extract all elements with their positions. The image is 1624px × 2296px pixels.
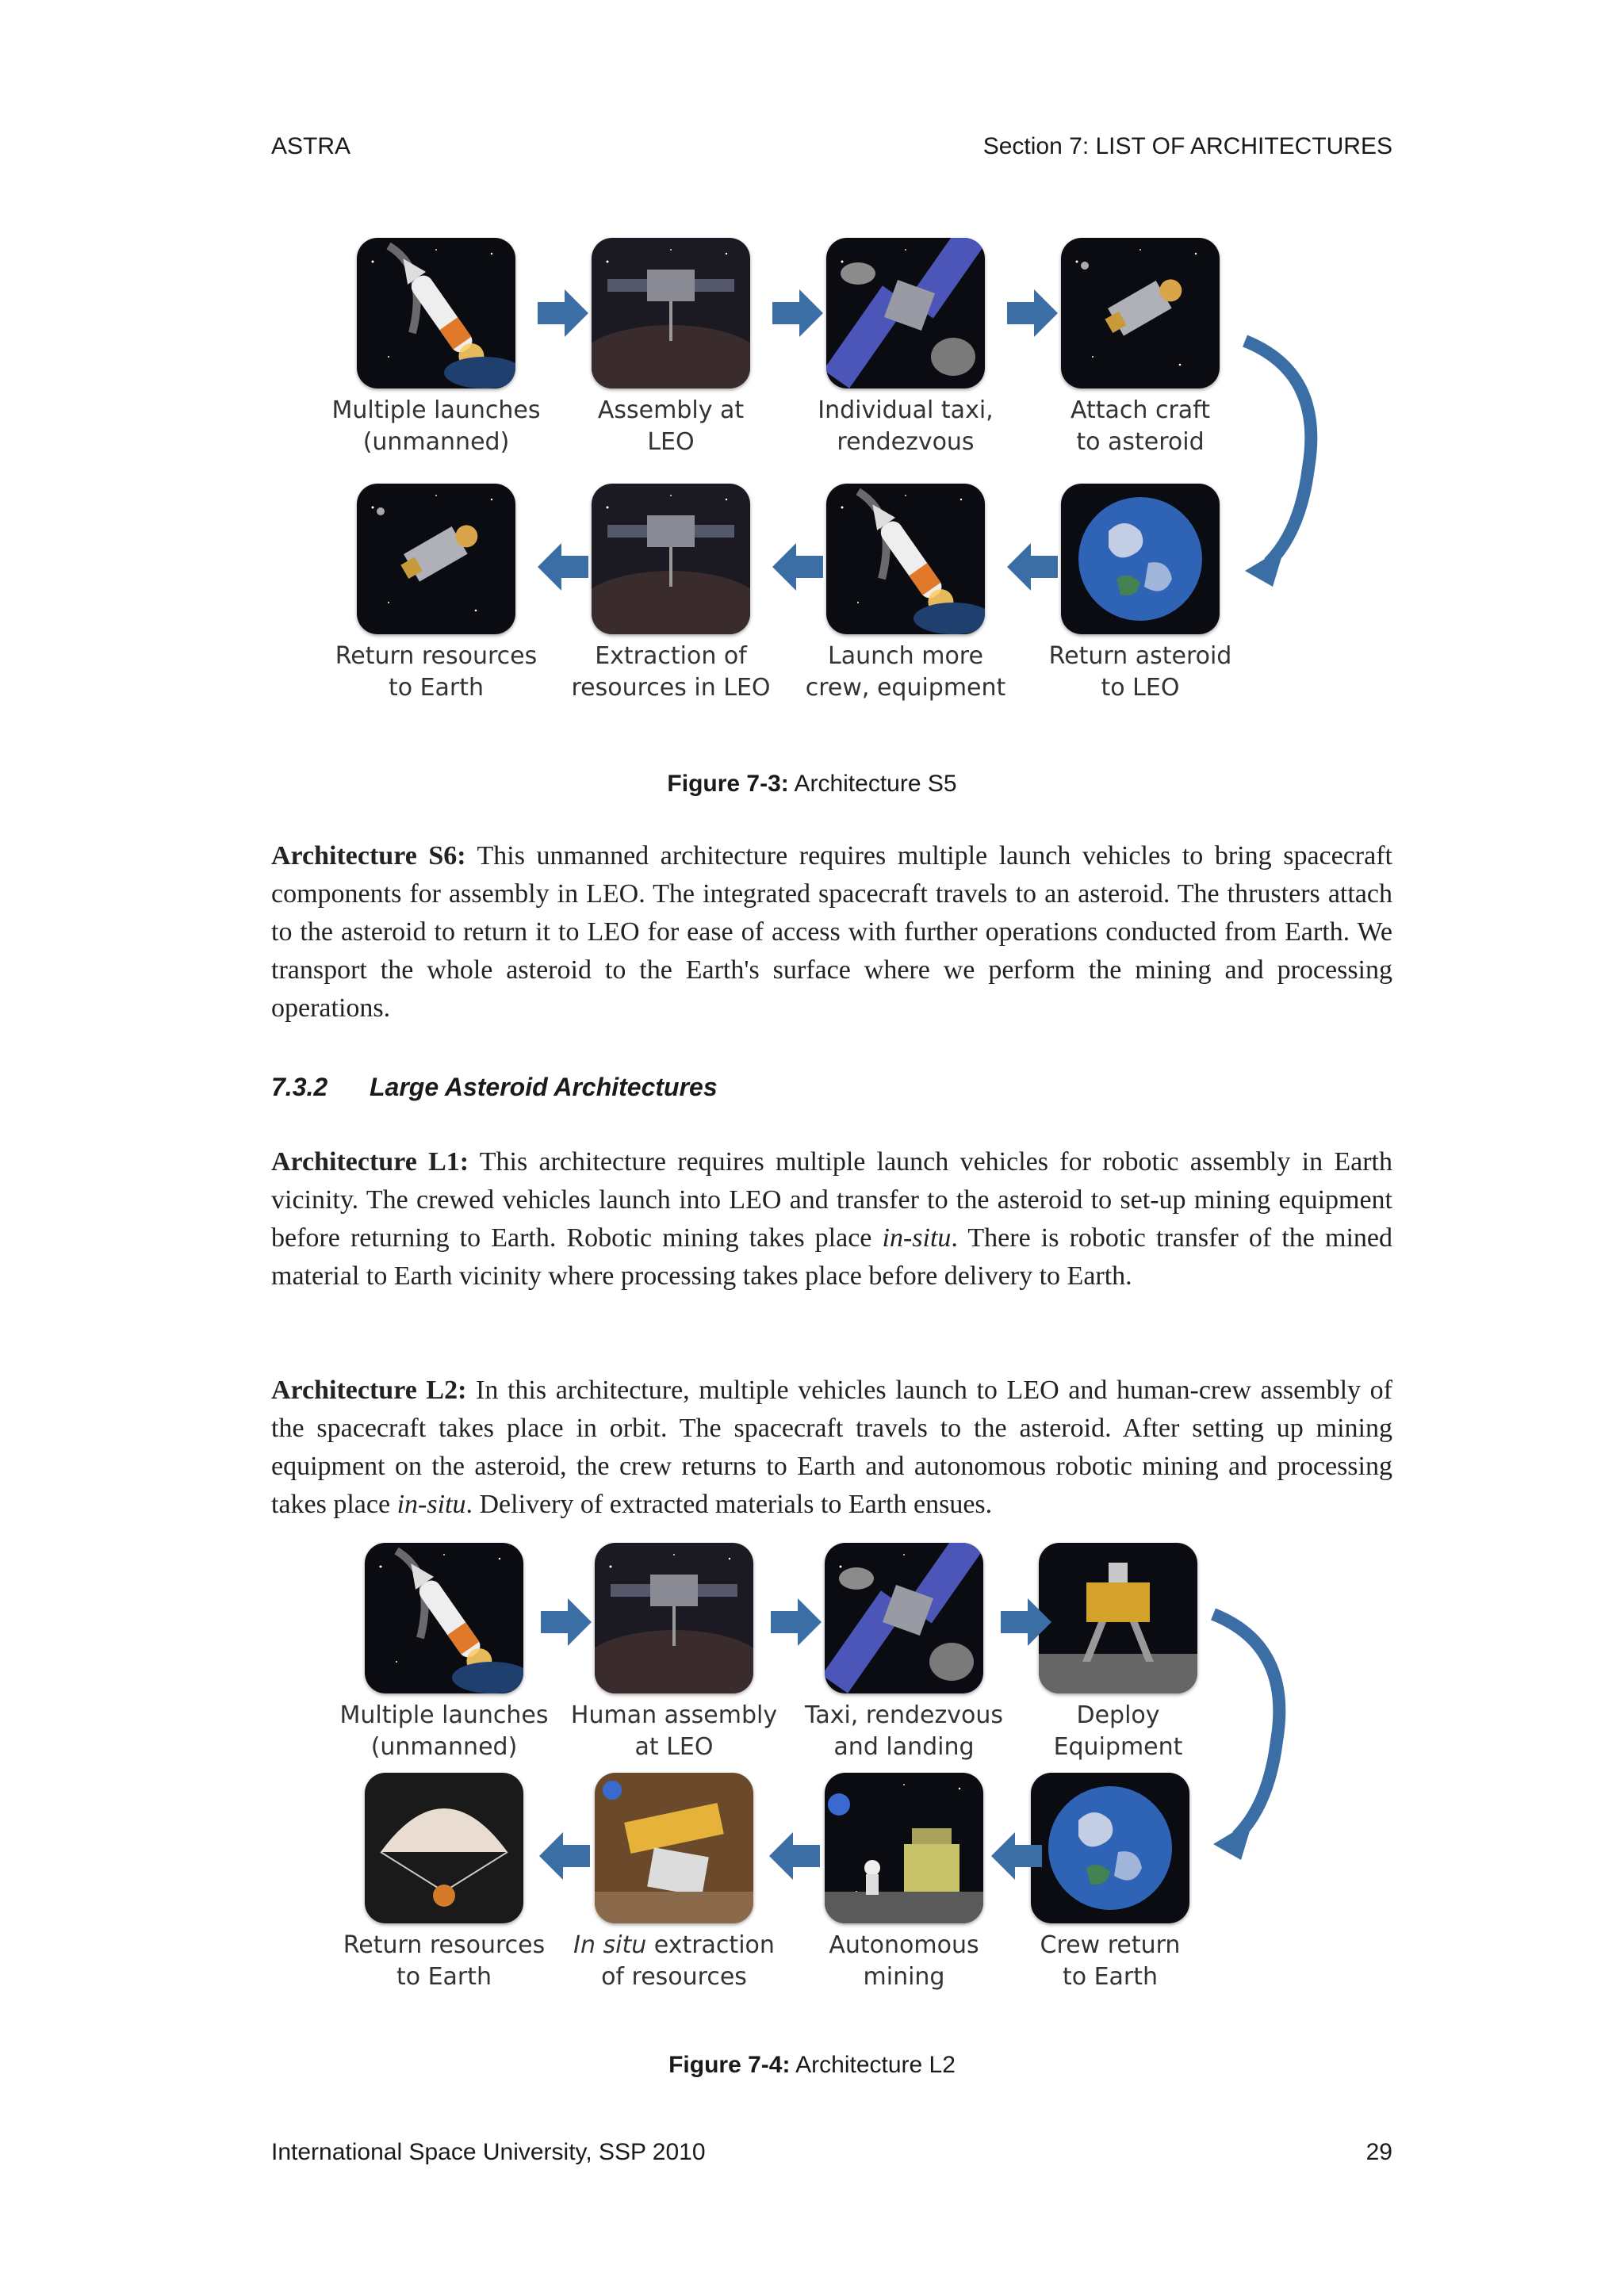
flow-step bbox=[787, 484, 1025, 704]
page-number: 29 bbox=[1365, 2139, 1392, 2165]
step-label-line2: to Earth bbox=[1062, 1963, 1159, 1991]
flow-arrow-icon bbox=[1007, 543, 1058, 591]
step-label-line2: (unmanned) bbox=[370, 1733, 518, 1761]
header-section: Section 7: LIST OF ARCHITECTURES bbox=[982, 133, 1392, 159]
space-station-icon bbox=[595, 1543, 753, 1693]
caption-text: Architecture L2 bbox=[790, 2052, 956, 2078]
flow-step bbox=[785, 1543, 1023, 1763]
paragraph-lead: Architecture L1: bbox=[271, 1147, 469, 1177]
step-label bbox=[552, 641, 790, 704]
paragraph-text: This architecture requires multiple launch vehicles for robotic assembly in Earth vicinity. The crewed vehicles launch into LEO and transfer to the asteroid to set-up mining equipment before returning to Earth. Robotic mining takes place bbox=[271, 1147, 1392, 1253]
step-label-line2: to LEO bbox=[1101, 674, 1180, 702]
step-label-line1: Extraction of bbox=[595, 642, 747, 670]
figure-architecture-s5 bbox=[333, 238, 1332, 729]
footer-source: International Space University, SSP 2010 bbox=[271, 2139, 706, 2165]
subsection-heading bbox=[271, 1073, 718, 1102]
step-label bbox=[787, 395, 1025, 458]
figure-caption bbox=[0, 771, 1624, 798]
flow-step bbox=[552, 484, 790, 704]
step-label bbox=[1021, 395, 1259, 458]
paragraph-text: . Delivery of extracted materials to Earth ensues. bbox=[465, 1490, 993, 1519]
flow-step bbox=[787, 238, 1025, 458]
step-label-line1: Multiple launches bbox=[339, 1701, 549, 1729]
step-label-line2: to asteroid bbox=[1076, 428, 1205, 456]
loop-arrow-icon bbox=[1237, 333, 1324, 591]
step-label bbox=[555, 1930, 793, 1993]
flow-step bbox=[317, 484, 555, 704]
step-label-line1: Multiple launches bbox=[331, 396, 541, 424]
subsection-number: 7.3.2 bbox=[271, 1073, 328, 1101]
step-label-line1: Individual taxi, bbox=[818, 396, 994, 424]
step-label bbox=[317, 641, 555, 704]
paragraph-architecture-l2 bbox=[271, 1372, 1392, 1524]
flow-arrow-icon bbox=[991, 1832, 1042, 1880]
flow-step bbox=[999, 1543, 1237, 1763]
flow-arrow-icon bbox=[538, 543, 588, 591]
paragraph-text: . There is robotic transfer of the mined material to Earth vicinity where processing takes place before delivery to Earth. bbox=[271, 1223, 1392, 1291]
step-label bbox=[785, 1930, 1023, 1993]
step-label-line1: Return asteroid bbox=[1048, 642, 1232, 670]
rocket-launch-icon bbox=[365, 1543, 523, 1693]
flow-step bbox=[325, 1773, 563, 1993]
flow-arrow-icon bbox=[772, 543, 823, 591]
step-label-line1: Taxi, rendezvous bbox=[804, 1701, 1004, 1729]
space-station-icon bbox=[592, 484, 750, 634]
caption-text: Architecture S5 bbox=[788, 771, 957, 797]
step-label bbox=[991, 1930, 1229, 1993]
space-station-icon bbox=[592, 238, 750, 388]
flow-step bbox=[325, 1543, 563, 1763]
page-header bbox=[271, 133, 1392, 165]
step-label bbox=[552, 395, 790, 458]
step-label-line2: to Earth bbox=[396, 1963, 492, 1991]
flow-arrow-icon bbox=[1007, 289, 1058, 337]
step-label-line2: (unmanned) bbox=[362, 428, 510, 456]
step-label-line2: LEO bbox=[647, 428, 695, 456]
step-label-line2: at LEO bbox=[634, 1733, 714, 1761]
step-label-line1: Deploy bbox=[1076, 1701, 1160, 1729]
flow-step bbox=[317, 238, 555, 458]
loop-arrow-icon bbox=[1205, 1606, 1293, 1864]
step-label-line1: Human assembly bbox=[570, 1701, 778, 1729]
step-label-line1: Launch more bbox=[828, 642, 983, 670]
step-label bbox=[317, 395, 555, 458]
step-label-line2: crew, equipment bbox=[805, 674, 1006, 702]
step-label-line1: Return resources bbox=[335, 642, 538, 670]
parachute-capsule-icon bbox=[365, 1773, 523, 1923]
step-label-line1: In situ extraction bbox=[573, 1931, 775, 1959]
lander-icon bbox=[1039, 1543, 1197, 1693]
rocket-launch-icon bbox=[357, 238, 515, 388]
step-label-line2: to Earth bbox=[388, 674, 485, 702]
step-label-line2: resources in LEO bbox=[571, 674, 771, 702]
header-title: ASTRA bbox=[271, 133, 351, 159]
step-label bbox=[325, 1700, 563, 1763]
earth-icon bbox=[1061, 484, 1220, 634]
step-label-line2: rendezvous bbox=[837, 428, 975, 456]
step-label-line1: Assembly at bbox=[597, 396, 745, 424]
flow-arrow-icon bbox=[1001, 1598, 1051, 1646]
caption-label: Figure 7-4: bbox=[668, 2052, 791, 2078]
figure-architecture-l2 bbox=[333, 1543, 1332, 2003]
satellite-asteroid-icon bbox=[826, 238, 985, 388]
subsection-title: Large Asteroid Architectures bbox=[370, 1073, 718, 1101]
paragraph-lead: Architecture S6: bbox=[271, 841, 466, 871]
flow-arrow-icon bbox=[541, 1598, 592, 1646]
flow-arrow-icon bbox=[771, 1598, 822, 1646]
flow-step bbox=[991, 1773, 1229, 1993]
step-label-line1: Return resources bbox=[343, 1931, 546, 1959]
step-label-line2: and landing bbox=[833, 1733, 975, 1761]
flow-arrow-icon bbox=[769, 1832, 820, 1880]
paragraph-text: In this architecture, multiple vehicles launch to LEO and human-crew assembly of the spacecraft takes place in orbit. The spacecraft travels to the asteroid. After setting up mining equipment on the asteroid, the crew returns to Earth and autonomous robotic mining and processing takes place bbox=[271, 1376, 1392, 1519]
step-label-line1: Attach craft bbox=[1071, 396, 1210, 424]
flow-step bbox=[552, 238, 790, 458]
flow-arrow-icon bbox=[772, 289, 823, 337]
flow-step bbox=[785, 1773, 1023, 1993]
step-label bbox=[999, 1700, 1237, 1763]
figure-caption bbox=[0, 2052, 1624, 2079]
step-label bbox=[1021, 641, 1259, 704]
flow-step bbox=[1021, 484, 1259, 704]
rocket-launch-icon bbox=[826, 484, 985, 634]
paragraph-lead: Architecture L2: bbox=[271, 1376, 467, 1405]
flow-arrow-icon bbox=[539, 1832, 590, 1880]
earth-icon bbox=[1031, 1773, 1189, 1923]
flow-step bbox=[1021, 238, 1259, 458]
astronaut-icon bbox=[825, 1773, 983, 1923]
step-label-line2: Equipment bbox=[1053, 1733, 1183, 1761]
step-label-line2: mining bbox=[863, 1963, 945, 1991]
step-label bbox=[555, 1700, 793, 1763]
caption-label: Figure 7-3: bbox=[667, 771, 789, 797]
satellite-asteroid-icon bbox=[825, 1543, 983, 1693]
spacecraft-icon bbox=[1061, 238, 1220, 388]
paragraph-text: This unmanned architecture requires multiple launch vehicles to bring spacecraft components for assembly in LEO. The integrated spacecraft travels to an asteroid. The thrusters attach to the asteroid to return it to LEO for ease of access with further operations conducted from Earth. We transport the whole asteroid to the Earth's surface where we perform the mining and processing operations. bbox=[271, 841, 1392, 1023]
extraction-icon bbox=[595, 1773, 753, 1923]
paragraph-architecture-s6 bbox=[271, 837, 1392, 1027]
flow-step bbox=[555, 1773, 793, 1993]
step-label-line2: of resources bbox=[601, 1963, 747, 1991]
flow-step bbox=[555, 1543, 793, 1763]
paragraph-italic: in-situ bbox=[396, 1490, 466, 1519]
paragraph-italic: in-situ bbox=[882, 1223, 952, 1253]
step-label bbox=[325, 1930, 563, 1993]
step-label bbox=[787, 641, 1025, 704]
step-label bbox=[785, 1700, 1023, 1763]
step-label-line1: Autonomous bbox=[829, 1931, 979, 1959]
spacecraft-icon bbox=[357, 484, 515, 634]
step-label-line1: Crew return bbox=[1040, 1931, 1181, 1959]
paragraph-architecture-l1 bbox=[271, 1143, 1392, 1295]
flow-arrow-icon bbox=[538, 289, 588, 337]
